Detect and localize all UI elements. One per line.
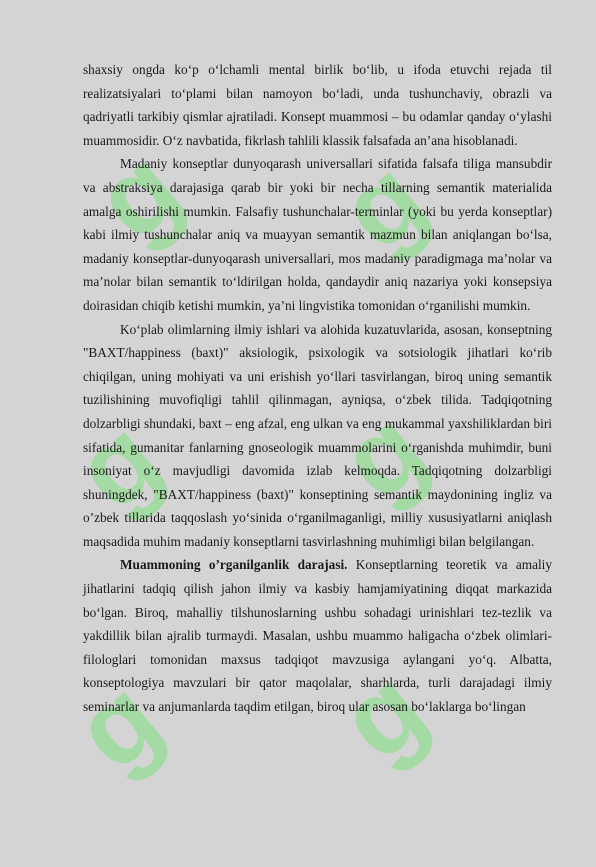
paragraph-text: Madaniy konseptlar dunyoqarash universallari sifatida falsafa tiliga mansubdir va abstraksiya darajasiga qarab bir yoki bir necha tillarning semantik materialida amalga oshirilishi mumkin. Falsafiy tushunchalar-terminlar (yoki bu yerda konseptlar) kabi ilmiy tushunchalar aniq va muayyan semantik mazmun bilan aniqlangan bo‘lsa, madaniy konseptlar-dunyoqarash universallari, mos madaniy paradigmaga ma’nolar va ma’nolar bilan semantik to‘ldirilgan holda, qandaydir aniq nazariya yoki konsepsiya doirasidan chiqib ketishi mumkin, ya’ni lingvistika tomonidan o‘rganilishi mumkin. <box>83 156 552 313</box>
paragraph-text: Ko‘plab olimlarning ilmiy ishlari va alohida kuzatuvlarida, asosan, konseptning "BAXT/happiness (baxt)" aksiologik, psixologik va sotsiologik jihatlari ko‘rib chiqilgan, uning mohiyati va uni erishish yo‘llari tasvirlangan, biroq uning semantik tuzilishining muvofiqligi tahlil qilinmagan, ayniqsa, o‘zbek tilida. Tadqiqotning dolzarbligi shundaki, baxt – eng afzal, eng ulkan va eng mukammal yaxshiliklardan biri sifatida, gumanitar fanlarning gnoseologik muammolarini o‘rganishda muhimdir, buni insoniyat o‘z mavjudligi davomida izlab kelmoqda. Tadqiqotning dolzarbligi shuningdek, "BAXT/happiness (baxt)" konseptining semantik maydonining ingliz va o’zbek tillarida taqqoslash yo‘sinida o‘rganilmaganligi, milliy xususiyatlarni aniqlash maqsadida muhim madaniy konseptlarni tasvirlashning muhimligi bilan belgilangan. <box>83 321 552 549</box>
paragraph-text: shaxsiy ongda ko‘p o‘lchamli mental birlik bo‘lib, u ifoda etuvchi rejada til realizatsiyalari to‘plami bilan namoyon bo‘ladi, unda tushunchaviy, obrazli va qadriyatli tarkibiy qismlar ajratiladi. Konsept muammosi – bu odamlar qanday o‘ylashi muammosidir. O‘z navbatida, fikrlash tahlili klassik falsafada an’ana hisoblanadi. <box>83 62 552 148</box>
svg-text:g: g <box>75 396 183 530</box>
svg-text:g: g <box>75 656 183 790</box>
svg-text:g: g <box>340 386 448 520</box>
document-body <box>83 58 552 719</box>
paragraph-text: Konseptlarning teoretik va amaliy jihatlarini tadqiq qilish jahon ilmiy va kasbiy hamjamiyatining diqqat markazida bo‘lgan. Biroq, mahalliy tilshunoslarning ushbu sohadagi urinishlari tez-tezlik va yakdillik bilan ajralib turmaydi. Masalan, ushbu muammo haligacha o‘zbek olimlari-filologlari tomonidan maxsus tadqiqot mavzusiga aylangani yo‘q. Albatta, konseptologiya mavzulari bir qator maqolalar, sharhlarda, turli darajadagi ilmiy seminarlar va anjumanlarda taqdim etilgan, biroq ular asosan bo‘laklarga bo‘lingan <box>83 557 553 715</box>
svg-text:g: g <box>340 136 448 270</box>
svg-text:g: g <box>95 126 203 260</box>
paragraph <box>83 553 552 718</box>
paragraph <box>83 152 552 317</box>
paragraph <box>83 318 552 554</box>
paragraph-heading: Muammoning o’rganilganlik darajasi. <box>120 557 348 573</box>
svg-text:g: g <box>340 646 448 780</box>
paragraph <box>83 58 552 152</box>
